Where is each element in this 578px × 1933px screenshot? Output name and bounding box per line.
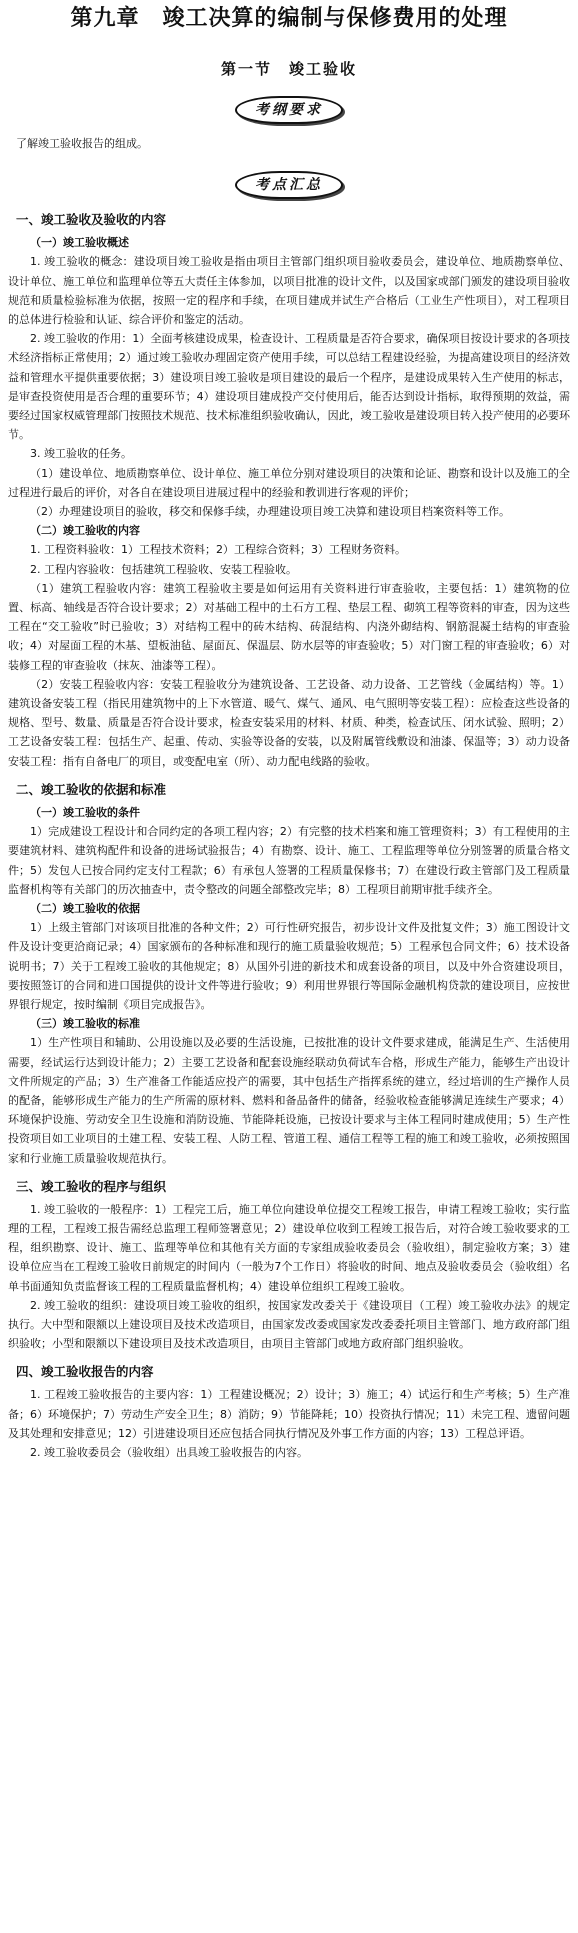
paragraph: 1. 工程竣工验收报告的主要内容：1）工程建设概况；2）设计；3）施工；4）试运行和生产考核；5）生产准备；6）环境保护；7）劳动生产安全卫生；8）消防；9）节能降耗；10）投资执行情况；11）未完工程、遗留问题及其处理和安排意见；12）引进建设项目还应包括合同执行情况及外事工作方面的内容；13）工程总评语。 bbox=[8, 1388, 570, 1440]
heading-s2: 二、竣工验收的依据和标准 bbox=[16, 781, 167, 797]
badge-summary-wrap bbox=[8, 171, 570, 199]
subheading-s1-2: （二）竣工验收的内容 bbox=[30, 524, 140, 538]
paragraph: 1）上级主管部门对该项目批准的各种文件；2）可行性研究报告，初步设计文件及批复文件；3）施工图设计文件及设计变更洽商记录；4）国家颁布的各种标准和现行的施工质量验收规范；5）工程承包合同文件；6）技术设备说明书；7）关于工程竣工验收的其他规定；8）从国外引进的新技术和成套设备的项目，以及中外合资建设项目，要按照签订的合同和进口国提供的设计文件等进行验收；9）利用世界银行等国际金融机构贷款的建设项目，应按世界银行规定，按时编制《项目完成报告》。 bbox=[8, 921, 570, 1011]
paragraph: （1）建筑工程验收内容：建筑工程验收主要是如何运用有关资料进行审查验收，主要包括：1）建筑物的位置、标高、轴线是否符合设计要求；2）对基础工程中的土石方工程、垫层工程、砌筑工程等资料的审查，因为这些工程在“交工验收”时已验收；3）对结构工程中的砖木结构、砖混结构、内浇外砌结构、钢筋混凝土结构的审查验收；4）对屋面工程的木基、望板油毡、屋面瓦、保温层、防水层等的审查验收；5）对门窗工程的审查验收；6）对装修工程的审查验收（抹灰、油漆等工程）。 bbox=[8, 581, 570, 672]
badge-summary: 考点汇总 bbox=[235, 171, 343, 199]
paragraph: （2）安装工程验收内容：安装工程验收分为建筑设备、工艺设备、动力设备、工艺管线（金属结构）等。1）建筑设备安装工程（指民用建筑物中的上下水管道、暖气、煤气、通风、电气照明等安装工程）：应检查这些设备的规格、型号、数量、质量是否符合设计要求，检查安装采用的材料、材质、种类，检查试压、闭水试验、照明；2）工艺设备安装工程：包括生产、起重、传动、实验等设备的安装，以及附属管线敷设和油漆、保温等；3）动力设备安装工程：指有自备电厂的项目，或变配电室（所）、动力配电线路的验收。 bbox=[8, 677, 570, 768]
paragraph: 3. 竣工验收的任务。 bbox=[30, 447, 132, 461]
paragraph: 2. 工程内容验收：包括建筑工程验收、安装工程验收。 bbox=[30, 562, 297, 576]
paragraph: 1）生产性项目和辅助、公用设施以及必要的生活设施，已按批准的设计文件要求建成，能满足生产、生活使用需要，经试运行达到设计能力；2）主要工艺设备和配套设施经联动负荷试车合格，形成生产能力，能够生产出设计文件所规定的产品；3）生产准备工作能适应投产的需要，其中包括生产指挥系统的建立，经过培训的生产操作人员的配备，能够形成生产能力的生产所需的原材料、燃料和备品备件的储备，经验收检查能够满足连续生产要求；4）环境保护设施、劳动安全卫生设施和消防设施、节能降耗设施，已按设计要求与主体工程同时建成使用；5）生产性投资项目如工业项目的土建工程、安装工程、人防工程、管道工程、通信工程等工程的施工和竣工验收，必须按照国家和行业施工质量验收规范执行。 bbox=[8, 1036, 570, 1165]
paragraph: 1）完成建设工程设计和合同约定的各项工程内容；2）有完整的技术档案和施工管理资料；3）有工程使用的主要建筑材料、建筑构配件和设备的进场试验报告；4）有勘察、设计、施工、工程监理等单位分别签署的质量合格文件；5）发包人已按合同约定支付工程款；6）有承包人签署的工程质量保修书；7）在建设行政主管部门及工程质量监督机构等有关部门的历次抽查中，责令整改的问题全部整改完毕；8）工程项目前期审批手续齐全。 bbox=[8, 825, 570, 896]
chapter-title: 第九章 竣工决算的编制与保修费用的处理 bbox=[70, 6, 508, 31]
paragraph: 1. 竣工验收的一般程序：1）工程完工后，施工单位向建设单位提交工程竣工报告，申请工程竣工验收；实行监理的工程，工程竣工报告需经总监理工程师签署意见；2）建设单位收到工程竣工报告后，对符合竣工验收要求的工程，组织勘察、设计、施工、监理等单位和其他有关方面的专家组成验收委员会（验收组），制定验收方案；3）建设单位应当在工程竣工验收日前规定的时间内（一般为7个工作日）将验收的时间、地点及验收委员会（验收组）名单书面通知负责监督该工程的工程质量监督机构；4）建设单位组织工程竣工验收。 bbox=[8, 1202, 570, 1293]
paragraph: 1. 工程资料验收：1）工程技术资料；2）工程综合资料；3）工程财务资料。 bbox=[30, 543, 406, 557]
heading-s1: 一、竣工验收及验收的内容 bbox=[16, 212, 167, 228]
subheading-s2-2: （二）竣工验收的依据 bbox=[30, 901, 140, 915]
paragraph: 2. 竣工验收的作用：1）全面考核建设成果，检查设计、工程质量是否符合要求，确保项目按设计要求的各项技术经济指标正常使用；2）通过竣工验收办理固定资产使用手续，可以总结工程建设经验，为提高建设项目的经济效益和管理水平提供重要依据；3）建设项目竣工验收是项目建设的最后一个程序，是建设成果转入生产使用的标志，是审查投资使用是否合理的重要环节；4）建设项目建成投产交付使用后，能否达到设计指标，取得预期的效益，需要经过国家权威管理部门按照技术规范、技术标准组织验收确认，因此，竣工验收是建设项目转入投产使用的必要环节。 bbox=[8, 332, 570, 442]
heading-s4: 四、竣工验收报告的内容 bbox=[16, 1364, 154, 1380]
paragraph: 2. 竣工验收委员会（验收组）出具竣工验收报告的内容。 bbox=[30, 1445, 308, 1459]
heading-s3: 三、竣工验收的程序与组织 bbox=[16, 1178, 167, 1194]
subheading-s2-3: （三）竣工验收的标准 bbox=[30, 1017, 140, 1031]
subheading-s2-1: （一）竣工验收的条件 bbox=[30, 805, 140, 819]
paragraph: 1. 竣工验收的概念：建设项目竣工验收是指由项目主管部门组织项目验收委员会，建设单位、地质勘察单位、设计单位、施工单位和监理单位等五大责任主体参加，以项目批准的设计文件，以及国家或部门颁发的建设项目验收规范和质量检验标准为依据，按照一定的程序和手续，在项目建成并试生产合格后（工业生产性项目），对工程项目的总体进行检验和认证、综合评价和鉴定的活动。 bbox=[8, 255, 570, 327]
badge-outline: 考纲要求 bbox=[235, 96, 343, 124]
intro-text: 了解竣工验收报告的组成。 bbox=[16, 137, 148, 150]
paragraph: （2）办理建设项目的验收，移交和保修手续，办理建设项目竣工决算和建设项目档案资料等工作。 bbox=[30, 505, 510, 519]
subheading-s1-1: （一）竣工验收概述 bbox=[30, 236, 129, 250]
badge-outline-wrap bbox=[8, 96, 570, 124]
document-page bbox=[0, 2, 578, 1933]
section-title: 第一节 竣工验收 bbox=[220, 60, 357, 78]
paragraph: （1）建设单位、地质勘察单位、设计单位、施工单位分别对建设项目的决策和论证、勘察和设计以及施工的全过程进行最后的评价，对各自在建设项目进展过程中的经验和教训进行客观的评价； bbox=[8, 466, 570, 499]
paragraph: 2. 竣工验收的组织：建设项目竣工验收的组织，按国家发改委关于《建设项目（工程）竣工验收办法》的规定执行。大中型和限额以上建设项目及技术改造项目，由国家发改委或国家发改委委托项目主管部门、地方政府部门组织验收；小型和限额以下建设项目及技术改造项目，由项目主管部门或地方政府部门组织验收。 bbox=[8, 1298, 570, 1351]
